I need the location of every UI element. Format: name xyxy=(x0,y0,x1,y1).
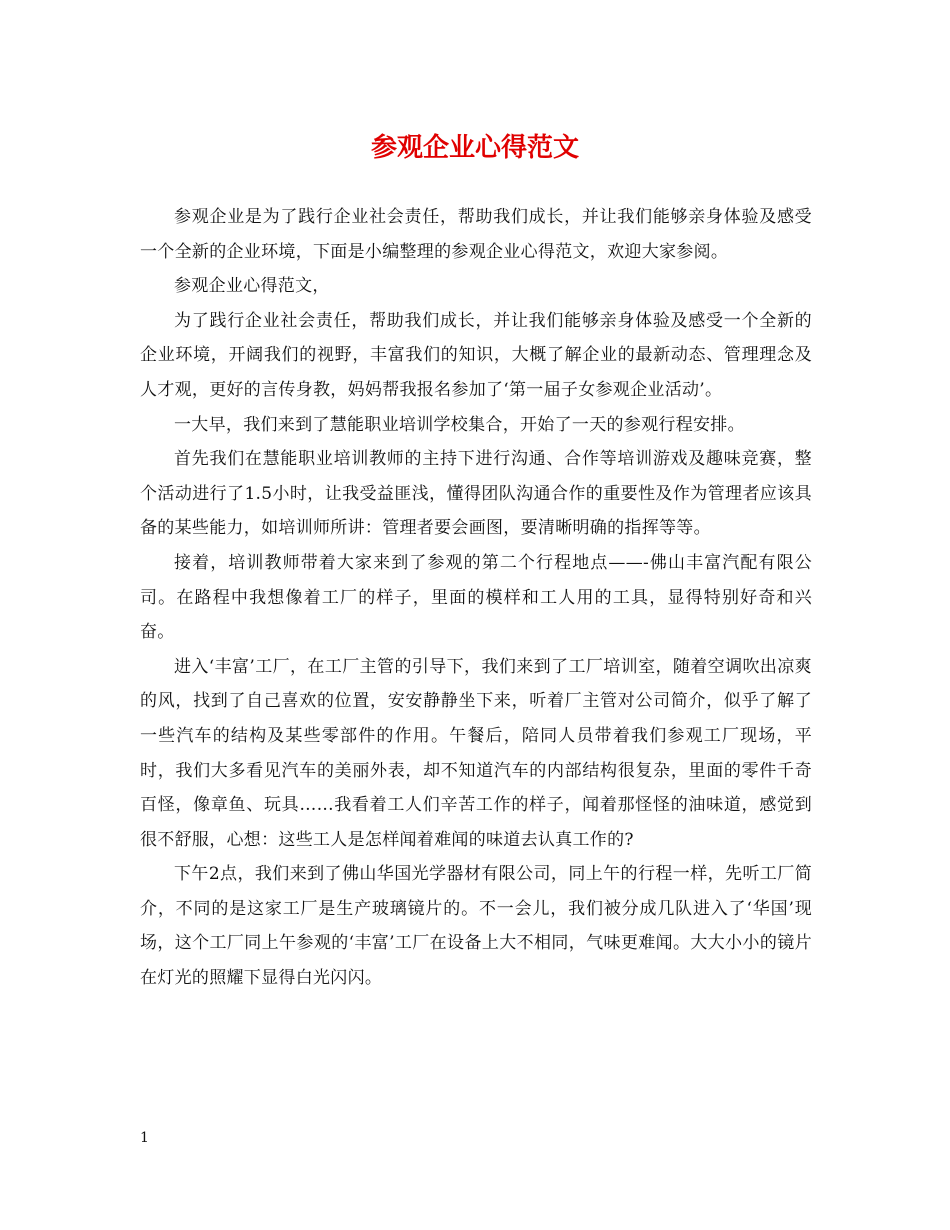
document-body xyxy=(140,200,812,996)
paragraph-heading: 参观企业心得范文， xyxy=(174,276,330,297)
paragraph: 首先我们在慧能职业培训教师的主持下进行沟通、合作等培训游戏及趣味竞赛，整个活动进行了1.5小时，让我受益匪浅，懂得团队沟通合作的重要性及作为管理者应该具备的某些能力，如培训师所讲：管理者要会画图，要清晰明确的指挥等等。 xyxy=(140,449,812,539)
paragraph: 进入‘丰富’工厂，在工厂主管的引导下，我们来到了工厂培训室，随着空调吹出凉爽的风，找到了自己喜欢的位置，安安静静坐下来，听着厂主管对公司简介，似乎了解了一些汽车的结构及某些零部件的作用。午餐后，陪同人员带着我们参观工厂现场，平时，我们大多看见汽车的美丽外表，却不知道汽车的内部结构很复杂，里面的零件千奇百怪，像章鱼、玩具…...我看着工人们辛苦工作的样子，闻着那怪怪的油味道，感觉到很不舒服，心想：这些工人是怎样闻着难闻的味道去认真工作的? xyxy=(140,656,812,850)
paragraph: 为了践行企业社会责任，帮助我们成长，并让我们能够亲身体验及感受一个全新的企业环境，开阔我们的视野，丰富我们的知识，大概了解企业的最新动态、管理理念及人才观，更好的言传身教，妈妈帮我报名参加了‘第一届子女参观企业活动’。 xyxy=(140,310,812,400)
paragraph: 下午2点，我们来到了佛山华国光学器材有限公司，同上午的行程一样，先听工厂简介，不同的是这家工厂是生产玻璃镜片的。不一会儿，我们被分成几队进入了‘华国’现场，这个工厂同上午参观的‘丰富’工厂在设备上大不相同，气味更难闻。大大小小的镜片在灯光的照耀下显得白光闪闪。 xyxy=(140,864,812,989)
page-number: 1 xyxy=(140,1130,149,1146)
paragraph: 接着，培训教师带着大家来到了参观的第二个行程地点——-佛山丰富汽配有限公司。在路程中我想像着工厂的样子，里面的模样和工人用的工具，显得特别好奇和兴奋。 xyxy=(140,552,812,643)
paragraph-intro: 参观企业是为了践行企业社会责任，帮助我们成长，并让我们能够亲身体验及感受一个全新的企业环境，下面是小编整理的参观企业心得范文，欢迎大家参阅。 xyxy=(140,207,812,262)
paragraph: 一大早，我们来到了慧能职业培训学校集合，开始了一天的参观行程安排。 xyxy=(174,414,745,435)
document-title: 参观企业心得范文 xyxy=(370,133,579,163)
